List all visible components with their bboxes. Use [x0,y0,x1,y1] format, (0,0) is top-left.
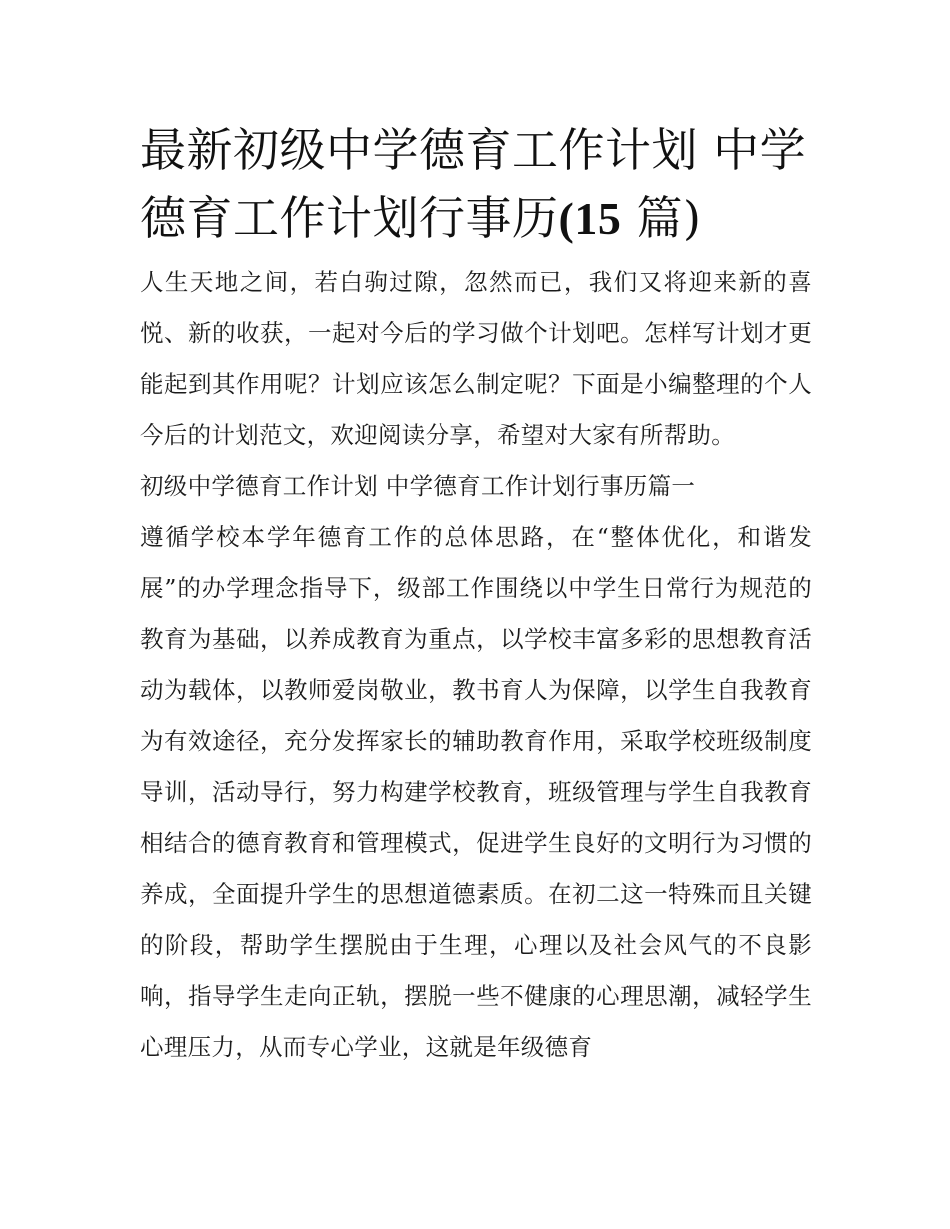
intro-paragraph: 人生天地之间，若白驹过隙，忽然而已，我们又将迎来新的喜悦、新的收获，一起对今后的学习做个计划吧。怎样写计划才更能起到其作用呢？计划应该怎么制定呢？下面是小编整理的个人今后的计划范文，欢迎阅读分享，希望对大家有所帮助。 [140,268,812,449]
document-content [140,116,812,1073]
section-body-paragraph: 遵循学校本学年德育工作的总体思路，在“整体优化，和谐发展”的办学理念指导下，级部工作围绕以中学生日常行为规范的教育为基础，以养成教育为重点，以学校丰富多彩的思想教育活动为载体，以教师爱岗敬业，教书育人为保障，以学生自我教育为有效途径，充分发挥家长的辅助教育作用，采取学校班级制度导训，活动导行，努力构建学校教育，班级管理与学生自我教育相结合的德育教育和管理模式，促进学生良好的文明行为习惯的养成，全面提升学生的思想道德素质。在初二这一特殊而且关键的阶段，帮助学生摆脱由于生理，心理以及社会风气的不良影响，指导学生走向正轨，摆脱一些不健康的心理思潮，减轻学生心理压力，从而专心学业，这就是年级德育 [140,523,812,1061]
section-heading: 初级中学德育工作计划 中学德育工作计划行事历篇一 [140,472,696,500]
title-number: (15 [558,193,622,244]
title-text: 最新初级中学德育工作计划 中学德育工作计划行事历 [140,123,807,245]
title-suffix: 篇) [621,191,702,245]
document-title [140,116,812,253]
